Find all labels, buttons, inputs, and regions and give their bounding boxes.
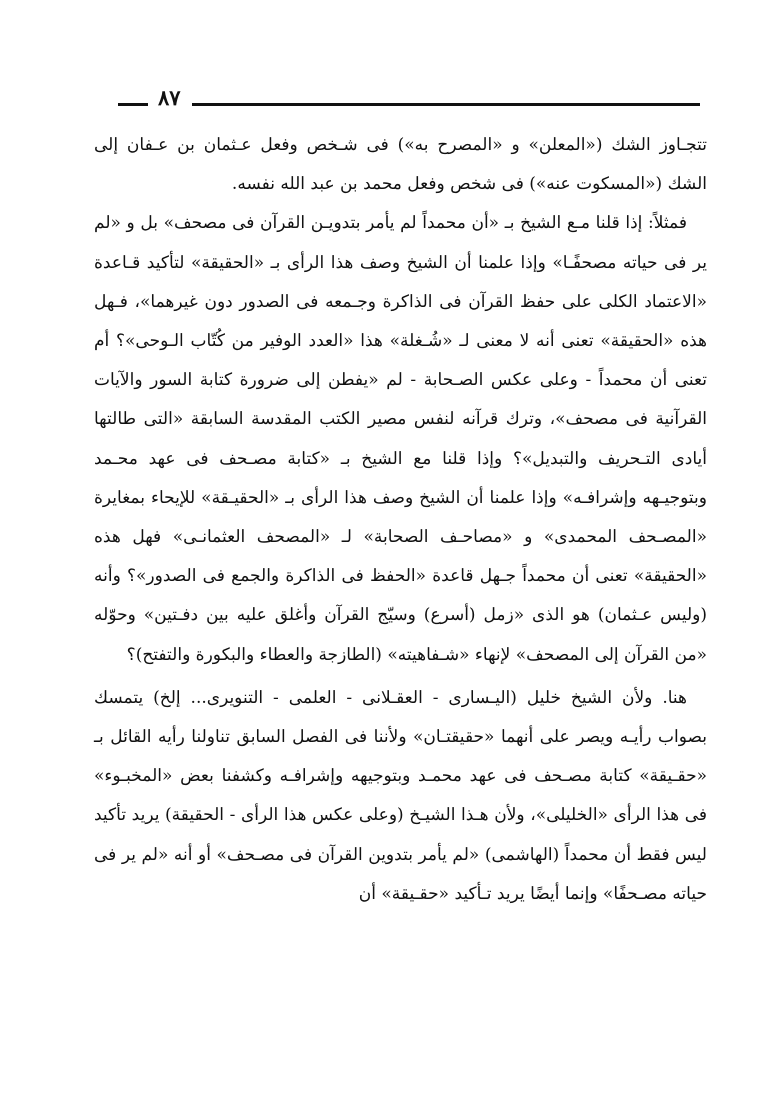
paragraph-2: فمثلاً: إذا قلنا مـع الشيخ بـ «أن محمداً لم يأمر بتدويـن القرآن فى مصحف» بل و «لم ير فى حياته مصحفًـا» وإذا علمنا أن الشيخ وصف هذا الرأى بـ «الحقيقة» لتأكيد قـاعدة «الاعتماد الكلى على حفظ القرآن فى الذاكرة وجـمعه فى الصدور دون غيرهما»، فـهل هذه «الحقيقة» تعنى أنه لا معنى لـ «شُـغلة» هذا «العدد الوفير من كُتّاب الـوحى»؟ أم تعنى أن محمداً - وعلى عكس الصـحابة - لم «يفطن إلى ضرورة كتابة السور والآيات القرآنية فى مصحف»، وترك قرآنه لنفس مصير الكتب المقدسة السابقة «التى طالتها أيادى التـحريف والتبديل»؟ وإذا قلنا مع الشيخ بـ «كتابة مصـحف فى عهد محـمد وبتوجيـهه وإشرافـه» وإذا علمنا أن الشيخ وصف هذا الرأى بـ «الحقيـقة» للإيحاء بمغايرة «المصـحف المحمدى» و «مصاحـف الصحابة» لـ «المصحف العثمانـى» فهل هذه «الحقيقة» تعنى أن محمداً جـهل قاعدة «الحفظ فى الذاكرة والجمع فى الصدور»؟ وأنه (وليس عـثمان) هو الذى «زمل (أسرع) وسيّج القرآن وأغلق عليه بين دفـتين» وحوّله «من القرآن إلى المصحف» لإنهاء «شـفاهيته» (الطازجة والعطاء والبكورة والتفتح)؟ <box>94 213 707 665</box>
paragraph-3: هنا. ولأن الشيخ خليل (اليـسارى - العقـلانى - العلمى - التنويرى... إلخ) يتمسك بصواب رأيـه ويصر على أنهما «حقيقتـان» ولأننا فى الفصل السابق تناولنا رأيه القائل بـ «حقـيقة» كتابة مصـحف فى عهد محمـد وبتوجيهه وإشرافـه وكشفنا بعض «المخبـوء» فى هذا الرأى «الخليلى»، ولأن هـذا الشيـخ (وعلى عكس هذا الرأى - الحقيقة) يريد تأكيد ليس فقط أن محمداً (الهاشمى) «لم يأمر بتدوين القرآن فى مصـحف» أو أنه «لم ير فى حياته مصـحفًا» وإنما أيضًا يريد تـأكيد «حقـيقة» أن <box>94 687 707 904</box>
header-rule-long <box>192 103 700 106</box>
page-header <box>118 84 700 114</box>
page-body <box>94 126 707 914</box>
paragraph-1: تتجـاوز الشك («المعلن» و «المصرح به») فى شـخص وفعل عـثمان بن عـفان إلى الشك («المسكوت عنه») فى شخص وفعل محمد بن عبد الله نفسه. <box>94 135 707 195</box>
header-rule-short <box>118 103 148 106</box>
page-number: ٨٧ <box>158 86 181 110</box>
